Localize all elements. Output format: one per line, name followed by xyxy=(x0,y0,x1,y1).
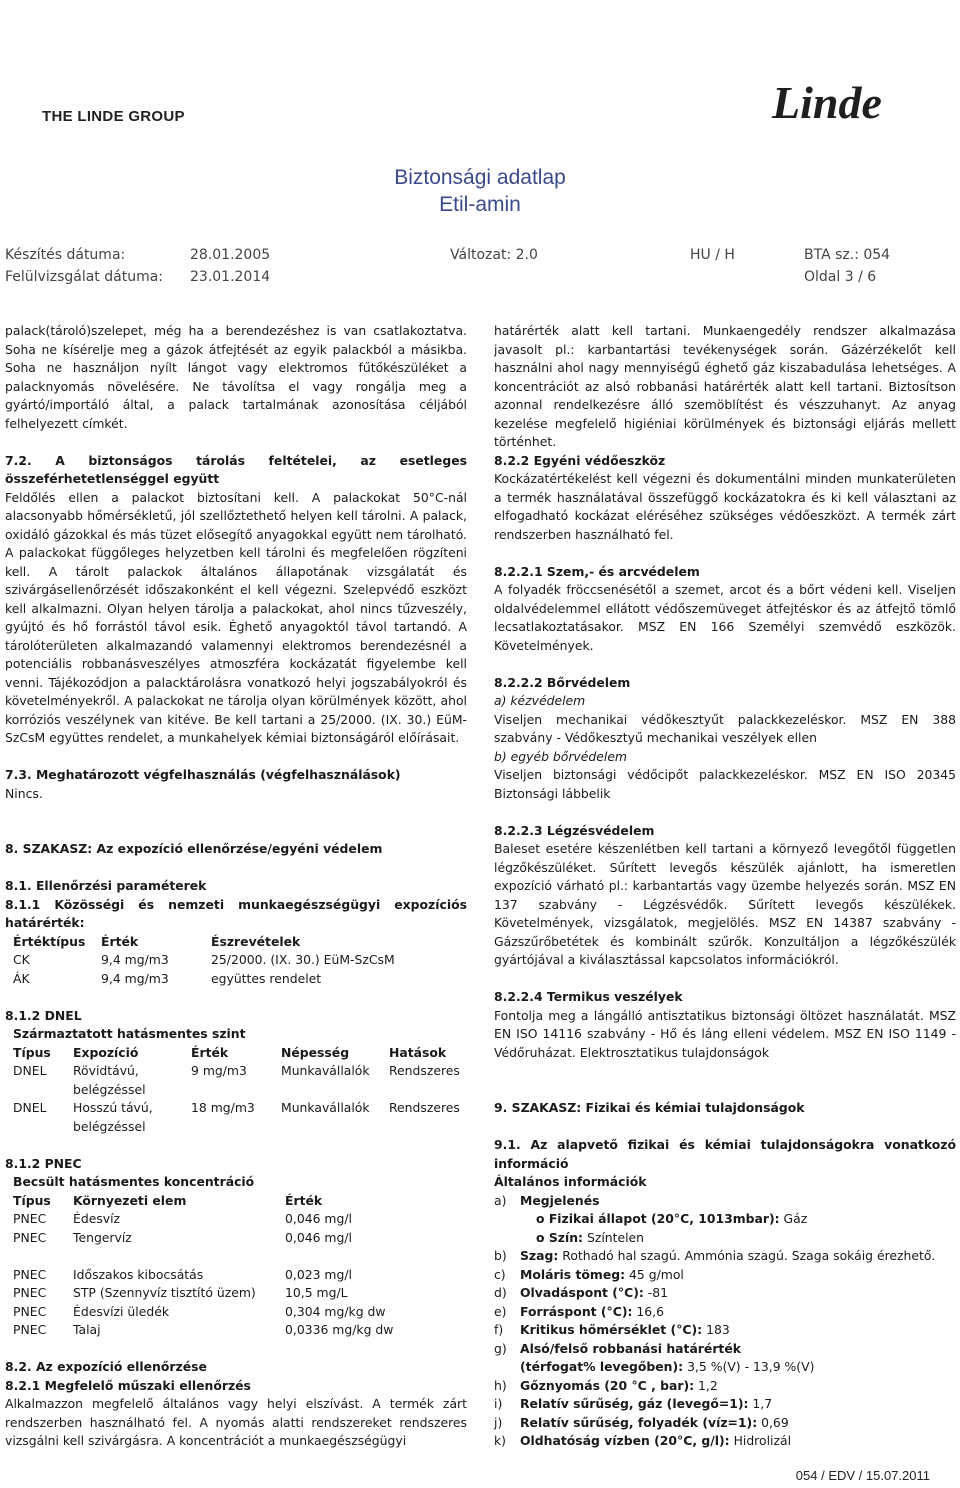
oel-cell: ÁK xyxy=(13,970,30,986)
table-row xyxy=(13,1321,393,1340)
prop-key: k) xyxy=(494,1433,507,1448)
pnec-cell: 0,046 mg/l xyxy=(285,1211,352,1226)
brand-wordmark: THE LINDE GROUP xyxy=(42,108,185,125)
prop-label: (térfogat% levegőben): xyxy=(520,1359,684,1374)
prop-label: o Szín: xyxy=(536,1229,583,1245)
dnel-header: Típus xyxy=(13,1044,51,1060)
pnec-cell: PNEC xyxy=(13,1322,47,1337)
prop-label: Olvadáspont (°C): xyxy=(520,1285,644,1300)
dnel-header: Érték xyxy=(191,1044,229,1060)
thermal-text: Fontolja meg a lángálló antisztatikus biztonsági öltözet használatát. MSZ EN ISO 14116 szabvány - Hő és láng elleni védelem. MSZ EN ISO 1149 - Védőruházat. Elektrosztatikus tulajdonságok xyxy=(494,1007,956,1060)
heading-8-2: 8.2. Az expozíció ellenőrzése xyxy=(5,1359,207,1374)
logo-text: Linde xyxy=(772,78,882,128)
list-item xyxy=(494,1303,935,1322)
prop-label: Forráspont (°C): xyxy=(520,1303,633,1319)
title-line-2: Etil-amin xyxy=(439,193,521,216)
prop-value: 1,7 xyxy=(752,1396,773,1411)
heading-section-8: 8. SZAKASZ: Az expozíció ellenőrzése/egyéni védelem xyxy=(5,841,383,856)
properties-list xyxy=(494,1192,935,1451)
other-skin-subtitle: b) egyéb bőrvédelem xyxy=(494,748,628,764)
table-row xyxy=(13,1099,460,1136)
heading-8-2-2-4: 8.2.2.4 Termikus veszélyek xyxy=(494,989,683,1004)
dnel-table xyxy=(13,1044,460,1137)
list-item xyxy=(494,1192,935,1211)
pnec-cell: 0,304 mg/kg dw xyxy=(285,1303,386,1319)
oel-table xyxy=(13,933,395,989)
oel-cell: CK xyxy=(13,952,30,967)
prop-label: o Fizikai állapot (20°C, 1013mbar): xyxy=(536,1211,780,1226)
meta-labels xyxy=(5,244,163,288)
prop-label: Szag: xyxy=(520,1248,559,1263)
pnec-cell: 0,0336 mg/kg dw xyxy=(285,1322,394,1337)
list-item xyxy=(494,1229,935,1248)
pnec-cell: STP (Szennyvíz tisztító üzem) xyxy=(73,1285,256,1300)
heading-8-2-2-2: 8.2.2.2 Bőrvédelem xyxy=(494,674,631,690)
prop-label: Kritikus hőmérséklet (°C): xyxy=(520,1322,703,1337)
list-item xyxy=(494,1266,935,1285)
heading-8-1: 8.1. Ellenőrzési paraméterek xyxy=(5,878,207,893)
hand-protection-text: Viseljen mechanikai védőkesztyűt palackkezeléskor. MSZ EN 388 szabvány - Védőkesztyű mechanikai veszélyek ellen xyxy=(494,711,956,745)
right-column xyxy=(494,322,956,1451)
prop-value: 3,5 %(V) - 13,9 %(V) xyxy=(687,1359,815,1374)
prop-value: Rothadó hal szagú. Ammónia szagú. Szaga sokáig érezhető. xyxy=(562,1248,936,1263)
list-item xyxy=(494,1395,935,1414)
pnec-header: Típus xyxy=(13,1192,51,1208)
version: Változat: 2.0 xyxy=(450,247,538,263)
footer-code: 054 / EDV / 15.07.2011 xyxy=(795,1468,930,1483)
prop-label: Gőznyomás (20 °C , bar): xyxy=(520,1377,695,1393)
list-item xyxy=(494,1321,935,1340)
dnel-cell: DNEL xyxy=(13,1100,47,1115)
dnel-cell: Rendszeres xyxy=(389,1063,460,1078)
pnec-cell: PNEC xyxy=(13,1211,47,1226)
table-row xyxy=(13,951,395,970)
prop-label: Alsó/felső robbanási határérték xyxy=(520,1340,741,1356)
storage-paragraph-1: palack(tároló)szelepet, még ha a berendezéshez is van csatlakoztatva. Soha ne kísérelje meg a gázok átfejtését az egyik palackból a másikba. Soha ne használjon nyílt lángot vagy elektromos fűtőkészüléket a palacknyomás növelésére. Ne távolítsa el vagy rongálja meg a gyártó/importáló által, a palack tartalmának azonosítása céljából felhelyezett címkét. xyxy=(5,323,467,431)
meta-dates xyxy=(190,244,270,288)
controls-continued-text: határérték alatt kell tartani. Munkaengedély rendszer alkalmazása javasolt pl.: karbantartási tevékenységek során. Gázérzékelőt kell használni ahol nagy mennyiségű éghető gáz kiszabadulása lehetséges. A koncentrációt az alsó robbanási határérték alatt kell tartani. Biztosítson azonnal rendelkezésre álló szemöblítést és vészzuhanyt. Az anyag kezelése megfelelő higiéniai körülmények és biztonsági eljárás mellett történhet. xyxy=(494,323,956,449)
table-row xyxy=(13,970,395,989)
dnel-cell: Hosszú távú, belégzéssel xyxy=(73,1100,153,1134)
heading-pnec: 8.1.2 PNEC xyxy=(5,1155,82,1171)
revised-label: Felülvizsgálat dátuma: xyxy=(5,269,164,285)
oel-cell: együttes rendelet xyxy=(211,970,322,986)
created-label: Készítés dátuma: xyxy=(5,247,126,263)
prop-value: Gáz xyxy=(783,1211,808,1226)
prop-key: g) xyxy=(494,1340,507,1356)
prop-key: i) xyxy=(494,1396,503,1411)
pnec-cell: Talaj xyxy=(73,1322,101,1337)
prop-key: d) xyxy=(494,1285,507,1300)
pnec-cell: PNEC xyxy=(13,1285,47,1300)
engineering-controls-text: Alkalmazzon megfelelő általános vagy helyi elszívást. A termék zárt rendszerben használható fel. A nyomás alatti rendszereket rendszeres vizsgálni kell szivárgásra. A koncentrációt a munkaegészségügyi xyxy=(5,1396,467,1448)
prop-label: Relatív sűrűség, gáz (levegő=1): xyxy=(520,1396,749,1411)
list-item xyxy=(494,1340,935,1377)
dnel-cell: 9 mg/m3 xyxy=(191,1063,247,1078)
eye-protection-text: A folyadék fröccsenésétől a szemet, arcot és a bőrt védeni kell. Viseljen oldalvédelemmel ellátott védőszemüveget átfejtéskor és az átfejtő tömlő lecsatlakoztatásakor. MSZ EN 166 Személyi szemvédő eszközök. Követelmények. xyxy=(494,582,956,653)
page-number: Oldal 3 / 6 xyxy=(804,269,877,285)
created-value: 28.01.2005 xyxy=(190,247,271,263)
dnel-header: Expozíció xyxy=(73,1044,139,1060)
pnec-cell: Tengervíz xyxy=(73,1229,132,1245)
prop-value: 16,6 xyxy=(636,1303,664,1319)
prop-label: Relatív sűrűség, folyadék (víz=1): xyxy=(520,1414,758,1430)
hand-protection-subtitle: a) kézvédelem xyxy=(494,693,586,708)
table-row xyxy=(13,1210,393,1229)
heading-8-1-1: 8.1.1 Közösségi és nemzeti munkaegészségügyi expozíciós határérték: xyxy=(5,896,467,930)
pnec-header: Környezeti elem xyxy=(73,1192,187,1208)
list-item xyxy=(494,1247,935,1266)
prop-key: f) xyxy=(494,1322,504,1337)
pnec-cell: Édesvíz xyxy=(73,1211,121,1226)
table-row xyxy=(13,1062,460,1099)
prop-label: Oldhatóság vízben (20°C, g/l): xyxy=(520,1433,730,1448)
storage-paragraph-2: Feldőlés ellen a palackot biztosítani kell. A palackokat 50°C-nál alacsonyabb hőmérsékletű, jól szellőztethető helyen kell tárolni. A palack, oxidáló gázokkal és más tüzet elősegítő anyagokkal együtt nem tárolható. A palackokat függőleges helyzetben kell tárolni és megfelelően rögzíteni kell. A tárolt palackok általános állapotának vizsgálatát és szivárgásellenőrzését időszakonként el kell végezni. Szelepvédő eszközt kell alkalmazni. Olyan helyen tárolja a palackokat, ahol nincs tűzveszély, gyújtó és hő forrástól távol esik. Éghető anyagoktól távol tartandó. A tárolóterületen alkalmazandó valamennyi elektromos berendezésnél a potenciális robbanásveszélyes atmoszféra kockázatát figyelembe kell venni. Tájékozódjon a palacktárolásra vonatkozó helyi jogszabályokról és követelményekről. A palackokat ne tárolja olyan körülmények között, ahol korróziós veszélynek van kitéve. Be kell tartani a 25/2000. (IX. 30.) EüM-SzCsM együttes rendelet, a munkahelyek kémiai biztonságáról előírásait. xyxy=(5,489,467,745)
oel-cell: 25/2000. (IX. 30.) EüM-SzCsM xyxy=(211,952,395,967)
prop-key: b) xyxy=(494,1248,507,1263)
prop-value: 183 xyxy=(706,1322,730,1337)
pnec-cell: PNEC xyxy=(13,1266,47,1282)
pnec-header: Érték xyxy=(285,1192,323,1208)
prop-label: Megjelenés xyxy=(520,1192,600,1208)
oel-header: Észrevételek xyxy=(211,933,301,949)
prop-key: h) xyxy=(494,1377,507,1393)
left-column xyxy=(5,322,467,1451)
heading-8-2-2: 8.2.2 Egyéni védőeszköz xyxy=(494,452,666,468)
prop-value: Hidrolizál xyxy=(733,1433,792,1448)
list-item xyxy=(494,1284,935,1303)
prop-value: 1,2 xyxy=(698,1377,718,1393)
list-item xyxy=(494,1432,935,1451)
heading-8-2-2-1: 8.2.2.1 Szem,- és arcvédelem xyxy=(494,563,700,579)
prop-key: a) xyxy=(494,1192,507,1208)
heading-dnel: 8.1.2 DNEL xyxy=(5,1007,82,1023)
heading-section-9: 9. SZAKASZ: Fizikai és kémiai tulajdonságok xyxy=(494,1100,805,1115)
dnel-header: Hatások xyxy=(389,1044,447,1060)
respiratory-text: Baleset esetére készenlétben kell tartani a környező levegőtől független légzőkészüléket. Sűrített levegős készülék ajánlott, ha ismeretlen expozíció várható pl.: karbantartás vagy üzembe helyezés során. MSZ EN 137 szabvány - Légzésvédők. Sűrített levegős készülékek. Követelmények, vizsgálatok, megjelölés. MSZ EN 14387 szabvány - Gázszűrőbetétek és kombinált szűrők. Konzultáljon a légzőkészülék gyártójával a kiválasztással kapcsolatos információkról. xyxy=(494,841,956,967)
prop-label: Moláris tömeg: xyxy=(520,1266,626,1282)
heading-7-3: 7.3. Meghatározott végfelhasználás (végfelhasználások) xyxy=(5,767,401,782)
table-row xyxy=(13,1303,393,1322)
prop-key: e) xyxy=(494,1303,507,1319)
pnec-cell: Édesvízi üledék xyxy=(73,1303,170,1319)
table-row xyxy=(13,1266,393,1285)
table-row xyxy=(13,1229,393,1248)
end-use-text: Nincs. xyxy=(5,785,43,801)
heading-8-2-2-3: 8.2.2.3 Légzésvédelem xyxy=(494,822,655,838)
pnec-cell: PNEC xyxy=(13,1303,47,1319)
bta-number: BTA sz.: 054 xyxy=(804,247,891,263)
dnel-header: Népesség xyxy=(281,1044,350,1060)
dnel-cell: Rendszeres xyxy=(389,1100,460,1115)
pnec-cell: 0,023 mg/l xyxy=(285,1266,352,1282)
heading-9-1: 9.1. Az alapvető fizikai és kémiai tulajdonságokra vonatkozó információ xyxy=(494,1137,956,1171)
ppe-text: Kockázatértékelést kell végezni és dokumentálni minden munkaterületen a termék használatával összefüggő kockázatokra és ki kell választani az elfogadható kockázat eléréséhez szükséges védőeszközt. A termék zárt rendszerben használható fel. xyxy=(494,471,956,542)
general-info-heading: Általános információk xyxy=(494,1174,647,1189)
pnec-cell: Időszakos kibocsátás xyxy=(73,1266,204,1282)
table-row xyxy=(13,1284,393,1303)
linde-logo xyxy=(768,78,928,128)
revised-value: 23.01.2014 xyxy=(190,269,271,285)
dnel-cell: 18 mg/m3 xyxy=(191,1100,255,1115)
dnel-cell: Munkavállalók xyxy=(281,1100,370,1115)
oel-header: Értéktípus xyxy=(13,933,86,949)
document-title xyxy=(0,164,960,218)
dnel-cell: Rövidtávú, belégzéssel xyxy=(73,1063,146,1097)
prop-value: 45 g/mol xyxy=(629,1266,684,1282)
oel-cell: 9,4 mg/m3 xyxy=(101,970,169,986)
oel-cell: 9,4 mg/m3 xyxy=(101,952,169,967)
prop-value: 0,69 xyxy=(761,1414,789,1430)
pnec-cell: PNEC xyxy=(13,1229,47,1245)
pnec-table xyxy=(13,1192,393,1340)
dnel-subtitle: Származtatott hatásmentes szint xyxy=(13,1026,246,1041)
prop-key: j) xyxy=(494,1414,503,1430)
prop-value: Színtelen xyxy=(586,1229,645,1245)
list-item xyxy=(494,1210,935,1229)
language: HU / H xyxy=(690,247,735,263)
dnel-cell: Munkavállalók xyxy=(281,1063,370,1078)
pnec-cell: 10,5 mg/L xyxy=(285,1285,348,1300)
list-item xyxy=(494,1377,935,1396)
heading-7-2: 7.2. A biztonságos tárolás feltételei, az esetleges összeférhetetlenséggel együtt xyxy=(5,452,467,486)
title-line-1: Biztonsági adatlap xyxy=(394,166,566,189)
dnel-cell: DNEL xyxy=(13,1063,47,1078)
list-item xyxy=(494,1414,935,1433)
prop-value: -81 xyxy=(647,1285,669,1300)
pnec-subtitle: Becsült hatásmentes koncentráció xyxy=(13,1174,255,1189)
heading-8-2-1: 8.2.1 Megfelelő műszaki ellenőrzés xyxy=(5,1377,251,1393)
prop-key: c) xyxy=(494,1266,506,1282)
other-skin-text: Viseljen biztonsági védőcipőt palackkezeléskor. MSZ EN ISO 20345 Biztonsági lábbelik xyxy=(494,767,956,801)
pnec-cell: 0,046 mg/l xyxy=(285,1229,352,1245)
oel-header: Érték xyxy=(101,933,139,949)
